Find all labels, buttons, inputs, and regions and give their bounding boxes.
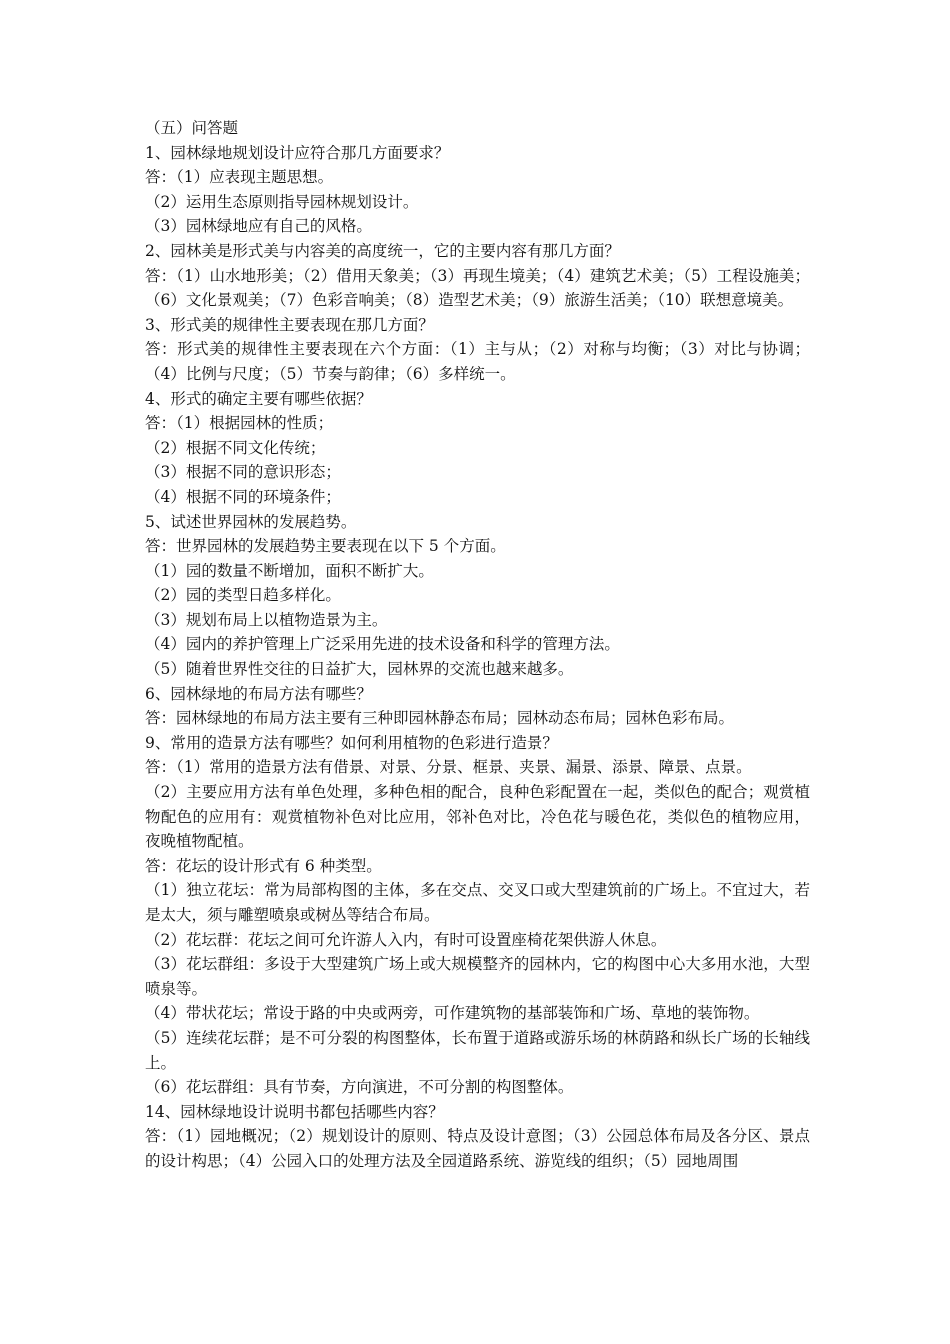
section-title: （五）问答题	[145, 119, 239, 137]
text-line: 答：花坛的设计形式有 6 种类型。	[145, 856, 382, 875]
text-line: 3、形式美的规律性主要表现在那几方面？	[145, 315, 434, 334]
text-line: （2）园的类型日趋多样化。	[145, 586, 341, 605]
text-line: （5）随着世界性交往的日益扩大，园林界的交流也越来越多。	[145, 660, 574, 679]
text-line: （5）连续花坛群；是不可分裂的构图整体，长布置于道路或游乐场的林荫路和纵长广场的长轴线上。	[145, 1028, 810, 1072]
text-line: （2）运用生态原则指导园林规划设计。	[145, 192, 419, 211]
text-line: （4）园内的养护管理上广泛采用先进的技术设备和科学的管理方法。	[145, 635, 620, 654]
text-line: 14、园林绿地设计说明书都包括哪些内容？	[145, 1102, 444, 1121]
text-line: （2）花坛群：花坛之间可允许游人入内，有时可设置座椅花架供游人休息。	[145, 930, 667, 949]
document-body	[145, 116, 810, 1174]
text-line: （3）花坛群组：多设于大型建筑广场上或大规模整齐的园林内，它的构图中心大多用水池，大型喷泉等。	[145, 955, 810, 998]
text-line: 5、试述世界园林的发展趋势。	[145, 512, 357, 531]
text-line: 9、常用的造景方法有哪些？如何利用植物的色彩进行造景？	[145, 733, 558, 752]
text-line: 答：（1）园地概况；（2）规划设计的原则、特点及设计意图；（3）公园总体布局及各分区、景点的设计构思；（4）公园入口的处理方法及全园道路系统、游览线的组织；（5）园地周围	[145, 1127, 810, 1170]
text-line: 答：（1）应表现主题思想。	[145, 168, 334, 187]
text-line: 6、园林绿地的布局方法有哪些？	[145, 684, 372, 703]
text-line: 2、园林美是形式美与内容美的高度统一，它的主要内容有那几方面？	[145, 241, 620, 260]
text-line: 答：（1）常用的造景方法有借景、对景、分景、框景、夹景、漏景、添景、障景、点景。	[145, 758, 752, 777]
text-line: （3）规划布局上以植物造景为主。	[145, 610, 388, 629]
text-line: （1）园的数量不断增加，面积不断扩大。	[145, 561, 434, 580]
text-line: （6）花坛群组：具有节奏，方向演进，不可分割的构图整体。	[145, 1078, 574, 1097]
text-line: 答：（1）山水地形美；（2）借用天象美；（3）再现生境美；（4）建筑艺术美；（5）工程设施美；（6）文化景观美；（7）色彩音响美；（8）造型艺术美；（9）旅游生活美；（10）联想意境美。	[145, 266, 810, 310]
text-line: 1、园林绿地规划设计应符合那几方面要求？	[145, 143, 450, 162]
text-line: 答：形式美的规律性主要表现在六个方面：（1）主与从；（2）对称与均衡；（3）对比与协调；（4）比例与尺度；（5）节奏与韵律；（6）多样统一。	[145, 340, 810, 383]
text-line: （3）园林绿地应有自己的风格。	[145, 217, 372, 236]
text-line: （4）带状花坛；常设于路的中央或两旁，可作建筑物的基部装饰和广场、草地的装饰物。	[145, 1004, 760, 1023]
text-line: 答：（1）根据园林的性质；	[145, 414, 334, 433]
text-line: 答：园林绿地的布局方法主要有三种即园林静态布局；园林动态布局；园林色彩布局。	[145, 709, 735, 728]
text-line: （2）主要应用方法有单色处理，多种色相的配合，良种色彩配置在一起，类似色的配合；观赏植物配色的应用有：观赏植物补色对比应用，邻补色对比，冷色花与暖色花，类似色的植物应用，夜晚植物配植。	[145, 783, 810, 851]
text-line: 4、形式的确定主要有哪些依据？	[145, 389, 372, 408]
text-line: 答：世界园林的发展趋势主要表现在以下 5 个方面。	[145, 537, 506, 556]
text-line: （3）根据不同的意识形态；	[145, 463, 341, 482]
text-line: （4）根据不同的环境条件；	[145, 487, 341, 506]
text-line: （2）根据不同文化传统；	[145, 438, 326, 457]
text-line: （1）独立花坛：常为局部构图的主体，多在交点、交叉口或大型建筑前的广场上。不宜过大，若是太大，须与雕塑喷泉或树丛等结合布局。	[145, 881, 810, 924]
